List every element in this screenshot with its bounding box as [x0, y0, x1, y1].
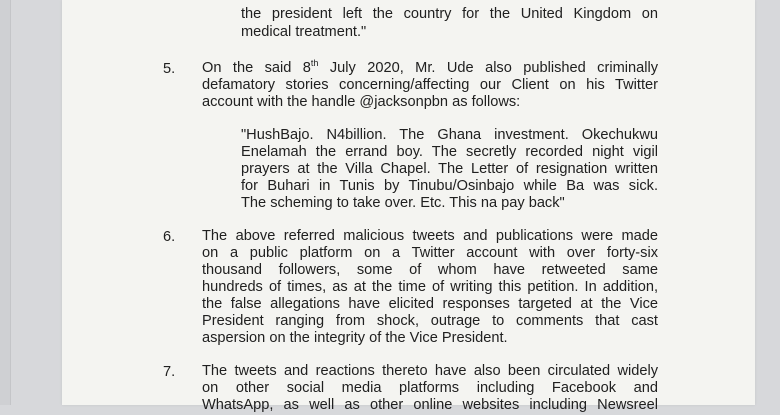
quote-line: for Buhari in Tunis by Tinubu/Osinbajo while Ba was sick.: [241, 178, 658, 194]
quote-line: Enelamah the errand boy. The secretly recorded night vigil: [241, 144, 658, 160]
paragraph-number: 7.: [163, 364, 176, 380]
paragraph-line: on a public platform on a Twitter account with over forty-six: [202, 245, 658, 261]
paragraph-line: The tweets and reactions thereto have also been circulated widely: [202, 363, 658, 379]
quote-line: medical treatment.": [241, 24, 367, 40]
paragraph-line: the false allegations have elicited responses targeted at the Vice: [202, 296, 658, 312]
paragraph-line: President ranging from shock, outrage to comments that cast: [202, 313, 658, 329]
paragraph-line: The above referred malicious tweets and publications were made: [202, 228, 658, 244]
document-page: [62, 0, 755, 413]
paragraph-line: thousand followers, some of whom have retweeted same: [202, 262, 658, 278]
paragraph-line: on other social media platforms including Facebook and: [202, 380, 658, 396]
paragraph-line: On the said 8th July 2020, Mr. Ude also published criminally: [202, 58, 658, 76]
viewer-left-edge: [0, 0, 11, 405]
quote-line: the president left the country for the United Kingdom on: [241, 6, 658, 22]
quote-line: The scheming to take over. Etc. This na pay back": [241, 195, 565, 211]
quote-line: prayers at the Villa Chapel. The Letter of resignation written: [241, 161, 658, 177]
viewer-right-edge: [755, 0, 780, 405]
paragraph-line: defamatory stories concerning/affecting our Client on his Twitter: [202, 77, 658, 93]
paragraph-line: WhatsApp, as well as other online websites including Newsreel: [202, 397, 658, 413]
paragraph-line: aspersion on the integrity of the Vice President.: [202, 330, 508, 346]
paragraph-line: account with the handle @jacksonpbn as follows:: [202, 94, 521, 110]
paragraph-line: hundreds of times, as at the time of writing this petition. In addition,: [202, 279, 658, 295]
paragraph-number: 5.: [163, 61, 176, 77]
paragraph-number: 6.: [163, 229, 176, 245]
quote-line: "HushBajo. N4billion. The Ghana investment. Okechukwu: [241, 127, 658, 143]
